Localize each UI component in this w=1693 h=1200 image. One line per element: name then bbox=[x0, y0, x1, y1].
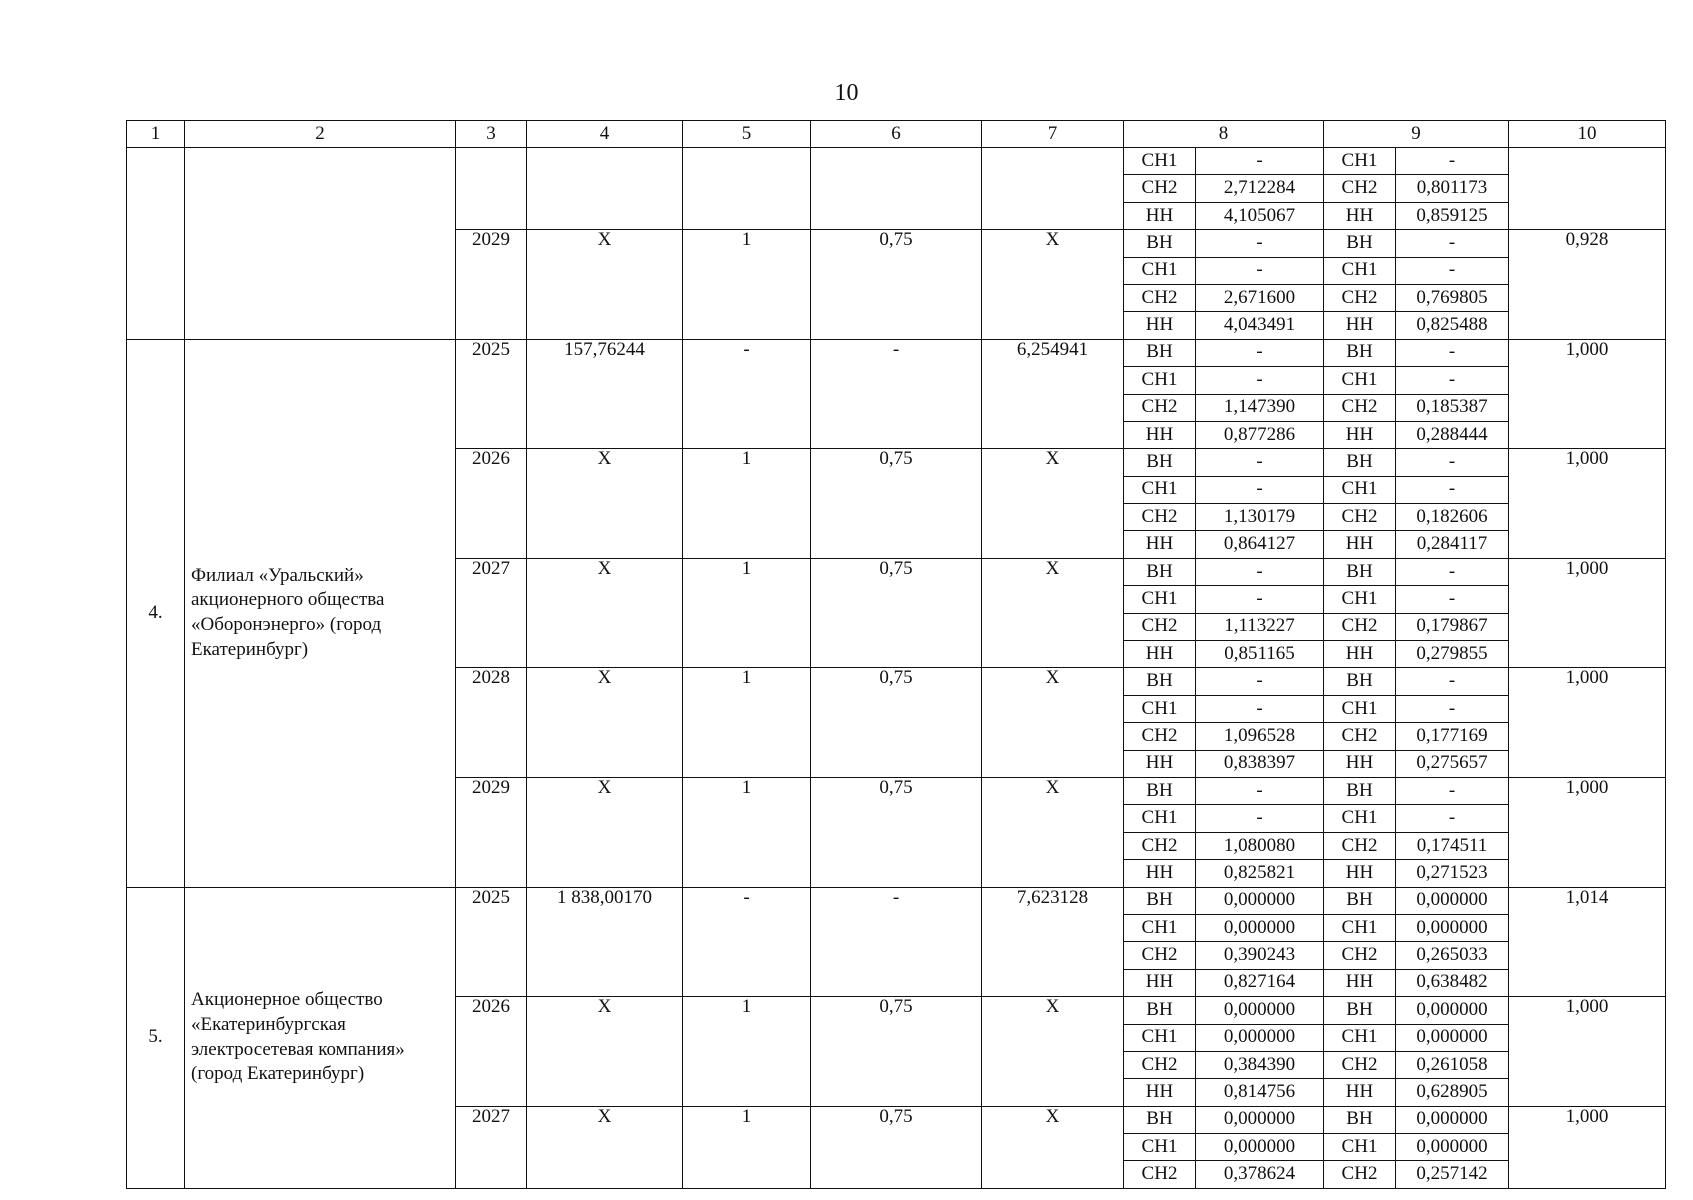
year-cell: 2027 bbox=[456, 558, 527, 668]
voltage-level-9: СН2 bbox=[1324, 175, 1396, 202]
voltage-level-8: СН1 bbox=[1124, 586, 1196, 613]
voltage-level-8: НН bbox=[1124, 1079, 1196, 1106]
col9-value: - bbox=[1396, 476, 1509, 503]
col9-value: 0,000000 bbox=[1396, 1024, 1509, 1051]
col10-value: 1,014 bbox=[1509, 887, 1666, 997]
voltage-level-9: СН1 bbox=[1324, 367, 1396, 394]
year-cell: 2029 bbox=[456, 777, 527, 887]
col7-value: Х bbox=[982, 1106, 1124, 1188]
col9-value: 0,265033 bbox=[1396, 942, 1509, 969]
voltage-level-9: ВН bbox=[1324, 558, 1396, 585]
col6-value: 0,75 bbox=[811, 230, 982, 340]
col6-value: 0,75 bbox=[811, 1106, 982, 1188]
voltage-level-9: СН2 bbox=[1324, 1161, 1396, 1188]
header-cell: 2 bbox=[185, 121, 456, 148]
col8-value: 2,671600 bbox=[1196, 284, 1324, 311]
col10-value: 1,000 bbox=[1509, 668, 1666, 778]
voltage-level-8: СН2 bbox=[1124, 1051, 1196, 1078]
header-cell: 1 bbox=[127, 121, 185, 148]
col7-value: Х bbox=[982, 449, 1124, 559]
col9-value: 0,638482 bbox=[1396, 969, 1509, 996]
col8-value: 0,000000 bbox=[1196, 1024, 1324, 1051]
voltage-level-8: СН1 bbox=[1124, 695, 1196, 722]
col9-value: 0,000000 bbox=[1396, 887, 1509, 914]
col8-value: - bbox=[1196, 805, 1324, 832]
col9-value: - bbox=[1396, 777, 1509, 804]
col8-value: 0,000000 bbox=[1196, 1106, 1324, 1133]
col10-value: 1,000 bbox=[1509, 777, 1666, 887]
voltage-level-9: НН bbox=[1324, 969, 1396, 996]
col7-value bbox=[982, 148, 1124, 230]
col8-value: - bbox=[1196, 230, 1324, 257]
voltage-level-8: ВН bbox=[1124, 339, 1196, 366]
col8-value: - bbox=[1196, 777, 1324, 804]
col8-value: 0,378624 bbox=[1196, 1161, 1324, 1188]
table-row bbox=[127, 339, 1666, 366]
col4-value: Х bbox=[527, 1106, 683, 1188]
col9-value: 0,000000 bbox=[1396, 997, 1509, 1024]
col8-value: 0,384390 bbox=[1196, 1051, 1324, 1078]
year-cell bbox=[456, 148, 527, 230]
voltage-level-9: НН bbox=[1324, 531, 1396, 558]
row-number bbox=[127, 148, 185, 340]
col8-value: 1,113227 bbox=[1196, 613, 1324, 640]
voltage-level-8: СН2 bbox=[1124, 832, 1196, 859]
col5-value: 1 bbox=[683, 230, 811, 340]
col9-value: 0,271523 bbox=[1396, 860, 1509, 887]
col7-value: Х bbox=[982, 558, 1124, 668]
col9-value: 0,177169 bbox=[1396, 723, 1509, 750]
col8-value: - bbox=[1196, 586, 1324, 613]
col8-value: 0,825821 bbox=[1196, 860, 1324, 887]
voltage-level-9: НН bbox=[1324, 1079, 1396, 1106]
col7-value: Х bbox=[982, 230, 1124, 340]
col8-value: 0,877286 bbox=[1196, 421, 1324, 448]
col8-value: 2,712284 bbox=[1196, 175, 1324, 202]
voltage-level-9: СН1 bbox=[1324, 476, 1396, 503]
year-cell: 2027 bbox=[456, 1106, 527, 1188]
voltage-level-8: СН2 bbox=[1124, 942, 1196, 969]
voltage-level-9: НН bbox=[1324, 750, 1396, 777]
col4-value: Х bbox=[527, 230, 683, 340]
col9-value: - bbox=[1396, 339, 1509, 366]
voltage-level-9: СН1 bbox=[1324, 805, 1396, 832]
col6-value: 0,75 bbox=[811, 997, 982, 1107]
voltage-level-8: СН2 bbox=[1124, 394, 1196, 421]
col8-value: - bbox=[1196, 695, 1324, 722]
col6-value: - bbox=[811, 887, 982, 997]
col9-value: - bbox=[1396, 148, 1509, 175]
table-row bbox=[127, 887, 1666, 914]
voltage-level-9: ВН bbox=[1324, 777, 1396, 804]
voltage-level-8: СН2 bbox=[1124, 504, 1196, 531]
col6-value: 0,75 bbox=[811, 558, 982, 668]
voltage-level-9: СН2 bbox=[1324, 832, 1396, 859]
voltage-level-8: НН bbox=[1124, 641, 1196, 668]
voltage-level-8: НН bbox=[1124, 312, 1196, 339]
col8-value: 4,043491 bbox=[1196, 312, 1324, 339]
voltage-level-8: СН1 bbox=[1124, 367, 1196, 394]
year-cell: 2026 bbox=[456, 997, 527, 1107]
voltage-level-8: ВН bbox=[1124, 777, 1196, 804]
voltage-level-8: СН1 bbox=[1124, 805, 1196, 832]
year-cell: 2029 bbox=[456, 230, 527, 340]
table-row bbox=[127, 148, 1666, 175]
organization-name: Филиал «Уральский» акционерного общества «Оборонэнерго» (город Екатеринбург) bbox=[185, 339, 456, 887]
header-cell: 8 bbox=[1124, 121, 1324, 148]
voltage-level-9: НН bbox=[1324, 312, 1396, 339]
col8-value: 0,000000 bbox=[1196, 1134, 1324, 1161]
col9-value: - bbox=[1396, 668, 1509, 695]
col9-value: 0,801173 bbox=[1396, 175, 1509, 202]
col8-value: - bbox=[1196, 367, 1324, 394]
col9-value: 0,000000 bbox=[1396, 1134, 1509, 1161]
col6-value: 0,75 bbox=[811, 449, 982, 559]
year-cell: 2028 bbox=[456, 668, 527, 778]
col9-value: 0,257142 bbox=[1396, 1161, 1509, 1188]
voltage-level-9: СН2 bbox=[1324, 613, 1396, 640]
col5-value: 1 bbox=[683, 558, 811, 668]
col9-value: 0,182606 bbox=[1396, 504, 1509, 531]
header-cell: 4 bbox=[527, 121, 683, 148]
voltage-level-8: ВН bbox=[1124, 1106, 1196, 1133]
voltage-level-8: ВН bbox=[1124, 230, 1196, 257]
col8-value: 0,000000 bbox=[1196, 914, 1324, 941]
voltage-level-8: СН1 bbox=[1124, 476, 1196, 503]
col8-value: - bbox=[1196, 148, 1324, 175]
col5-value: 1 bbox=[683, 449, 811, 559]
table-body bbox=[127, 148, 1666, 1189]
voltage-level-8: НН bbox=[1124, 969, 1196, 996]
voltage-level-9: ВН bbox=[1324, 997, 1396, 1024]
voltage-level-8: НН bbox=[1124, 531, 1196, 558]
voltage-level-8: СН1 bbox=[1124, 914, 1196, 941]
voltage-level-8: СН2 bbox=[1124, 175, 1196, 202]
year-cell: 2025 bbox=[456, 339, 527, 449]
voltage-level-9: НН bbox=[1324, 202, 1396, 229]
col8-value: 0,838397 bbox=[1196, 750, 1324, 777]
col9-value: 0,628905 bbox=[1396, 1079, 1509, 1106]
voltage-level-9: СН2 bbox=[1324, 723, 1396, 750]
col8-value: 4,105067 bbox=[1196, 202, 1324, 229]
voltage-level-8: ВН bbox=[1124, 997, 1196, 1024]
col9-value: - bbox=[1396, 257, 1509, 284]
col5-value: 1 bbox=[683, 997, 811, 1107]
year-cell: 2025 bbox=[456, 887, 527, 997]
col6-value: 0,75 bbox=[811, 668, 982, 778]
voltage-level-9: СН2 bbox=[1324, 1051, 1396, 1078]
voltage-level-8: СН1 bbox=[1124, 257, 1196, 284]
col9-value: - bbox=[1396, 367, 1509, 394]
col8-value: 0,851165 bbox=[1196, 641, 1324, 668]
voltage-level-9: СН1 bbox=[1324, 695, 1396, 722]
header-cell: 5 bbox=[683, 121, 811, 148]
voltage-level-9: НН bbox=[1324, 421, 1396, 448]
tariff-table bbox=[126, 120, 1666, 1189]
col10-value: 1,000 bbox=[1509, 997, 1666, 1107]
voltage-level-9: СН1 bbox=[1324, 914, 1396, 941]
col5-value: - bbox=[683, 339, 811, 449]
voltage-level-8: СН2 bbox=[1124, 1161, 1196, 1188]
col8-value: 1,147390 bbox=[1196, 394, 1324, 421]
col5-value bbox=[683, 148, 811, 230]
voltage-level-8: СН1 bbox=[1124, 1024, 1196, 1051]
col8-value: - bbox=[1196, 476, 1324, 503]
col10-value: 1,000 bbox=[1509, 449, 1666, 559]
col6-value bbox=[811, 148, 982, 230]
col9-value: 0,179867 bbox=[1396, 613, 1509, 640]
header-cell: 9 bbox=[1324, 121, 1509, 148]
col5-value: 1 bbox=[683, 668, 811, 778]
voltage-level-9: СН2 bbox=[1324, 394, 1396, 421]
voltage-level-8: ВН bbox=[1124, 449, 1196, 476]
col8-value: - bbox=[1196, 449, 1324, 476]
col5-value: 1 bbox=[683, 1106, 811, 1188]
row-number: 5. bbox=[127, 887, 185, 1188]
voltage-level-8: ВН bbox=[1124, 558, 1196, 585]
col9-value: 0,284117 bbox=[1396, 531, 1509, 558]
col4-value: Х bbox=[527, 997, 683, 1107]
voltage-level-8: СН2 bbox=[1124, 284, 1196, 311]
col8-value: 0,827164 bbox=[1196, 969, 1324, 996]
col4-value bbox=[527, 148, 683, 230]
col8-value: 0,814756 bbox=[1196, 1079, 1324, 1106]
col8-value: 1,080080 bbox=[1196, 832, 1324, 859]
col4-value: Х bbox=[527, 668, 683, 778]
col4-value: 157,76244 bbox=[527, 339, 683, 449]
col8-value: - bbox=[1196, 558, 1324, 585]
voltage-level-9: СН2 bbox=[1324, 504, 1396, 531]
organization-name bbox=[185, 148, 456, 340]
voltage-level-9: СН1 bbox=[1324, 148, 1396, 175]
col9-value: 0,174511 bbox=[1396, 832, 1509, 859]
header-cell: 3 bbox=[456, 121, 527, 148]
voltage-level-8: НН bbox=[1124, 750, 1196, 777]
voltage-level-9: ВН bbox=[1324, 230, 1396, 257]
col9-value: - bbox=[1396, 805, 1509, 832]
organization-name: Акционерное общество «Екатеринбургская электросетевая компания» (город Екатеринбург) bbox=[185, 887, 456, 1188]
col8-value: - bbox=[1196, 668, 1324, 695]
col7-value: Х bbox=[982, 668, 1124, 778]
voltage-level-9: СН1 bbox=[1324, 1024, 1396, 1051]
col5-value: - bbox=[683, 887, 811, 997]
col10-value: 1,000 bbox=[1509, 558, 1666, 668]
col10-value: 0,928 bbox=[1509, 230, 1666, 340]
voltage-level-8: ВН bbox=[1124, 887, 1196, 914]
voltage-level-8: НН bbox=[1124, 421, 1196, 448]
col9-value: - bbox=[1396, 449, 1509, 476]
col9-value: 0,185387 bbox=[1396, 394, 1509, 421]
col8-value: 0,000000 bbox=[1196, 887, 1324, 914]
voltage-level-9: СН2 bbox=[1324, 284, 1396, 311]
voltage-level-9: ВН bbox=[1324, 339, 1396, 366]
col9-value: 0,275657 bbox=[1396, 750, 1509, 777]
col10-value: 1,000 bbox=[1509, 339, 1666, 449]
voltage-level-9: НН bbox=[1324, 860, 1396, 887]
col9-value: 0,288444 bbox=[1396, 421, 1509, 448]
col7-value: Х bbox=[982, 997, 1124, 1107]
voltage-level-9: ВН bbox=[1324, 668, 1396, 695]
header-cell: 10 bbox=[1509, 121, 1666, 148]
voltage-level-9: СН1 bbox=[1324, 1134, 1396, 1161]
col9-value: - bbox=[1396, 695, 1509, 722]
voltage-level-8: ВН bbox=[1124, 668, 1196, 695]
col9-value: 0,261058 bbox=[1396, 1051, 1509, 1078]
col4-value: Х bbox=[527, 777, 683, 887]
col9-value: - bbox=[1396, 230, 1509, 257]
col6-value: 0,75 bbox=[811, 777, 982, 887]
col9-value: 0,279855 bbox=[1396, 641, 1509, 668]
voltage-level-9: СН1 bbox=[1324, 257, 1396, 284]
col8-value: 0,000000 bbox=[1196, 997, 1324, 1024]
col9-value: 0,825488 bbox=[1396, 312, 1509, 339]
col4-value: 1 838,00170 bbox=[527, 887, 683, 997]
voltage-level-9: ВН bbox=[1324, 887, 1396, 914]
col7-value: 7,623128 bbox=[982, 887, 1124, 997]
col8-value: - bbox=[1196, 339, 1324, 366]
col10-value: 1,000 bbox=[1509, 1106, 1666, 1188]
col7-value: Х bbox=[982, 777, 1124, 887]
page-number: 10 bbox=[834, 80, 859, 106]
header-cell: 6 bbox=[811, 121, 982, 148]
voltage-level-8: НН bbox=[1124, 860, 1196, 887]
col8-value: 0,390243 bbox=[1196, 942, 1324, 969]
voltage-level-8: СН2 bbox=[1124, 613, 1196, 640]
header-row bbox=[127, 121, 1666, 148]
col9-value: - bbox=[1396, 586, 1509, 613]
col5-value: 1 bbox=[683, 777, 811, 887]
col8-value: 0,864127 bbox=[1196, 531, 1324, 558]
col9-value: 0,000000 bbox=[1396, 1106, 1509, 1133]
voltage-level-9: СН1 bbox=[1324, 586, 1396, 613]
col8-value: 1,096528 bbox=[1196, 723, 1324, 750]
col9-value: - bbox=[1396, 558, 1509, 585]
voltage-level-8: НН bbox=[1124, 202, 1196, 229]
voltage-level-9: ВН bbox=[1324, 1106, 1396, 1133]
voltage-level-9: СН2 bbox=[1324, 942, 1396, 969]
voltage-level-8: СН1 bbox=[1124, 148, 1196, 175]
col4-value: Х bbox=[527, 449, 683, 559]
col4-value: Х bbox=[527, 558, 683, 668]
year-cell: 2026 bbox=[456, 449, 527, 559]
col8-value: - bbox=[1196, 257, 1324, 284]
col10-value bbox=[1509, 148, 1666, 230]
voltage-level-9: НН bbox=[1324, 641, 1396, 668]
col8-value: 1,130179 bbox=[1196, 504, 1324, 531]
row-number: 4. bbox=[127, 339, 185, 887]
voltage-level-8: СН1 bbox=[1124, 1134, 1196, 1161]
voltage-level-8: СН2 bbox=[1124, 723, 1196, 750]
voltage-level-9: ВН bbox=[1324, 449, 1396, 476]
col6-value: - bbox=[811, 339, 982, 449]
col7-value: 6,254941 bbox=[982, 339, 1124, 449]
header-cell: 7 bbox=[982, 121, 1124, 148]
col9-value: 0,769805 bbox=[1396, 284, 1509, 311]
col9-value: 0,859125 bbox=[1396, 202, 1509, 229]
col9-value: 0,000000 bbox=[1396, 914, 1509, 941]
